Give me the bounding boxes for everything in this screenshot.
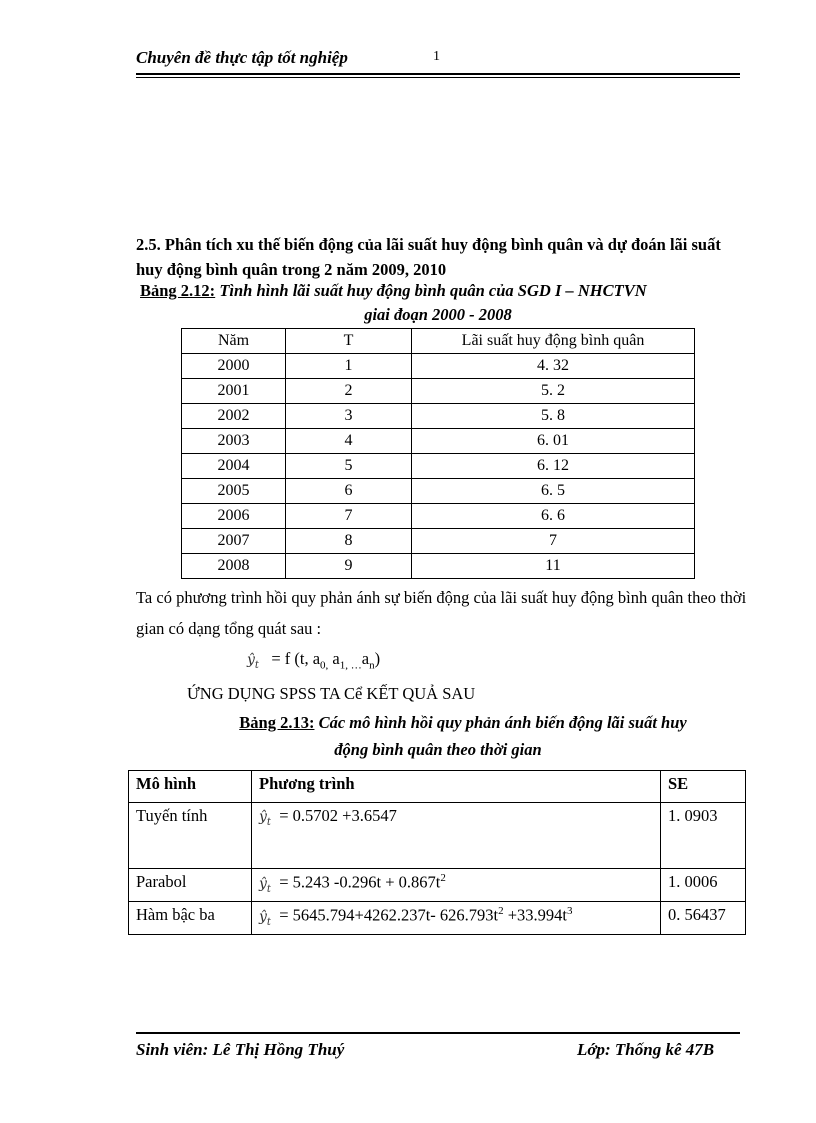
header-title: Chuyên đề thực tập tốt nghiệp bbox=[136, 48, 348, 67]
cell-se: 1. 0006 bbox=[661, 869, 746, 902]
table-row bbox=[129, 803, 746, 869]
cell-t: 5 bbox=[286, 454, 412, 479]
table-row bbox=[182, 354, 695, 379]
yhat-symbol: $ŷ_t$ bbox=[259, 809, 271, 828]
page-number: 1 bbox=[433, 49, 440, 64]
cell-t: 2 bbox=[286, 379, 412, 404]
cell-model: Tuyến tính bbox=[129, 803, 252, 869]
table2-caption-line2: động bình quân theo thời gian bbox=[334, 740, 542, 759]
cell-t: 4 bbox=[286, 429, 412, 454]
cell-t: 9 bbox=[286, 554, 412, 579]
table-row bbox=[182, 529, 695, 554]
table-row bbox=[182, 504, 695, 529]
footer-student: Sinh viên: Lê Thị Hồng Thuý bbox=[136, 1040, 345, 1059]
spss-note: ỨNG DỤNG SPSS TA Cể KẾT QUẢ SAU bbox=[187, 684, 476, 703]
cell-equation: $ŷ_t = 5.243$ $-0.296t + 0.867t^2$ bbox=[252, 869, 661, 902]
table-row bbox=[182, 429, 695, 454]
cell-rate: 6. 5 bbox=[412, 479, 695, 504]
header-rule-thin bbox=[136, 77, 740, 78]
cell-model: Hàm bậc ba bbox=[129, 902, 252, 935]
cell-rate: 6. 12 bbox=[412, 454, 695, 479]
col-header-model: Mô hình bbox=[129, 771, 252, 803]
regression-models-table bbox=[128, 770, 746, 935]
cell-rate: 5. 8 bbox=[412, 404, 695, 429]
table-row bbox=[182, 479, 695, 504]
table-header-row bbox=[129, 771, 746, 803]
body-paragraph: Ta có phương trình hồi quy phản ánh sự biến động của lãi suất huy động bình quân theo thời gian có dạng tổng quát sau : bbox=[136, 588, 747, 638]
table1-caption-label: Bảng 2.12: bbox=[140, 281, 216, 300]
cell-rate: 6. 01 bbox=[412, 429, 695, 454]
col-header-year: Năm bbox=[182, 329, 286, 354]
yhat-symbol: $ŷ_t$ bbox=[259, 875, 271, 895]
table-row bbox=[129, 869, 746, 902]
cell-year: 2002 bbox=[182, 404, 286, 429]
col-header-rate: Lãi suất huy động bình quân bbox=[412, 329, 695, 354]
table1-caption bbox=[140, 281, 647, 301]
cell-year: 2008 bbox=[182, 554, 286, 579]
cell-t: 7 bbox=[286, 504, 412, 529]
cell-t: 8 bbox=[286, 529, 412, 554]
cell-year: 2000 bbox=[182, 354, 286, 379]
yhat-symbol: $ŷ_t$ bbox=[247, 652, 259, 671]
col-header-t: T bbox=[286, 329, 412, 354]
cell-equation: $ŷ_t = 5645.794+4262.237t-$ $626.793t^2 +33.994t^3$ bbox=[252, 902, 661, 935]
cell-year: 2005 bbox=[182, 479, 286, 504]
table-row bbox=[182, 379, 695, 404]
cell-model: Parabol bbox=[129, 869, 252, 902]
cell-rate: 11 bbox=[412, 554, 695, 579]
table2-caption-label: Bảng 2.13: bbox=[239, 713, 315, 732]
table2-caption-text: Các mô hình hồi quy phản ánh biến động lãi suất huy bbox=[318, 713, 687, 732]
table-row bbox=[182, 554, 695, 579]
cell-year: 2001 bbox=[182, 379, 286, 404]
cell-year: 2003 bbox=[182, 429, 286, 454]
section-heading: 2.5. Phân tích xu thế biến động của lãi suất huy động bình quân và dự đoán lãi suất huy động bình quân trong 2 năm 2009, 2010 bbox=[136, 235, 721, 279]
col-header-equation: Phương trình bbox=[252, 771, 661, 803]
cell-year: 2004 bbox=[182, 454, 286, 479]
cell-se: 0. 56437 bbox=[661, 902, 746, 935]
cell-t: 6 bbox=[286, 479, 412, 504]
table-row bbox=[182, 404, 695, 429]
cell-t: 3 bbox=[286, 404, 412, 429]
cell-year: 2006 bbox=[182, 504, 286, 529]
cell-year: 2007 bbox=[182, 529, 286, 554]
header-rule bbox=[136, 73, 740, 75]
general-formula: $ŷ_t$ = f (t, $a_{0,}$ $a_{1, \dots}a_n$) bbox=[247, 649, 381, 672]
yhat-symbol: $ŷ_t$ bbox=[259, 908, 271, 928]
cell-rate: 6. 6 bbox=[412, 504, 695, 529]
table2-caption bbox=[0, 708, 816, 738]
table-row bbox=[182, 454, 695, 479]
table-row bbox=[129, 902, 746, 935]
footer-rule bbox=[136, 1032, 740, 1034]
cell-rate: 5. 2 bbox=[412, 379, 695, 404]
cell-t: 1 bbox=[286, 354, 412, 379]
table1-caption-text: Tình hình lãi suất huy động bình quân của SGD I – NHCTVN bbox=[219, 281, 647, 300]
cell-se: 1. 0903 bbox=[661, 803, 746, 869]
cell-equation: $ŷ_t = 0.5702 +3.6547$ bbox=[252, 803, 661, 869]
table1-caption-line2: giai đoạn 2000 - 2008 bbox=[364, 305, 512, 324]
footer-class: Lớp: Thống kê 47B bbox=[577, 1040, 715, 1059]
interest-rate-table bbox=[181, 328, 695, 579]
col-header-se: SE bbox=[661, 771, 746, 803]
cell-rate: 4. 32 bbox=[412, 354, 695, 379]
table-header-row bbox=[182, 329, 695, 354]
cell-rate: 7 bbox=[412, 529, 695, 554]
